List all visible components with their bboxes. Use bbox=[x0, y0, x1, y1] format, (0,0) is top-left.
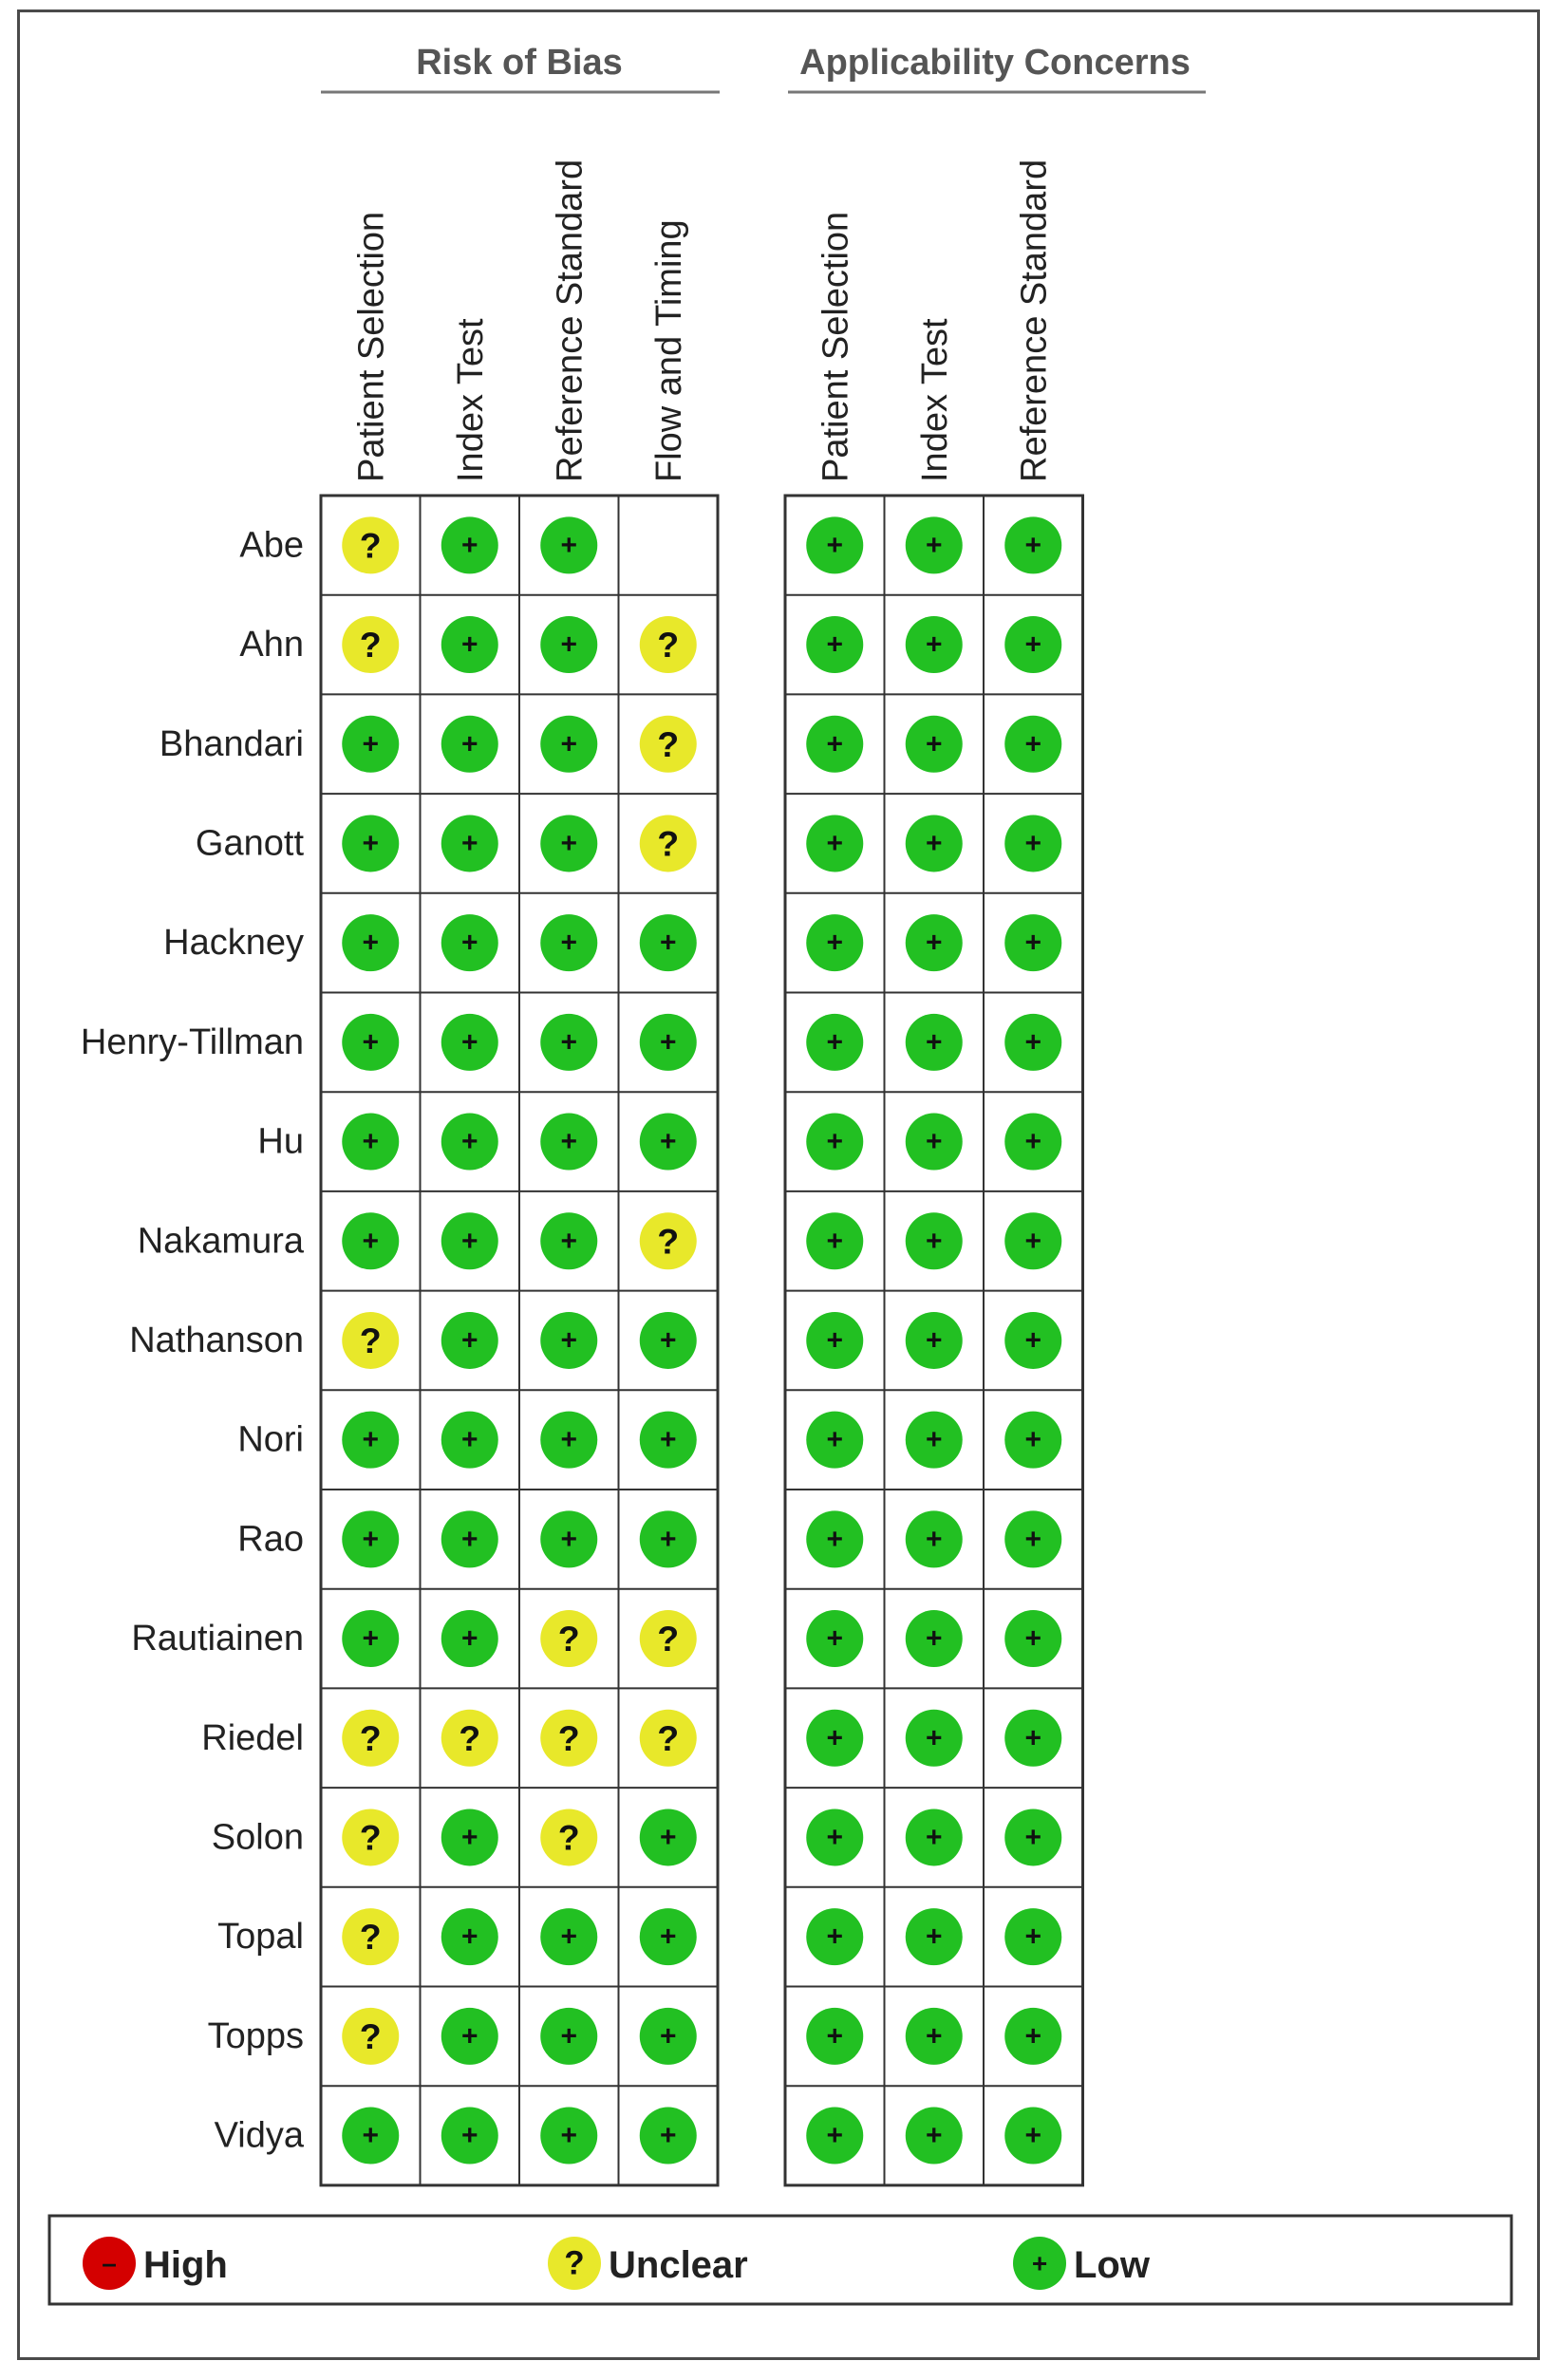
mark-low-symbol: + bbox=[659, 1821, 677, 1853]
mark-unclear-symbol: ? bbox=[557, 1619, 580, 1659]
mark-low-symbol: + bbox=[460, 2120, 478, 2152]
mark-low-symbol: + bbox=[826, 1026, 844, 1059]
mark-unclear-symbol: ? bbox=[359, 1320, 382, 1360]
mark-low-symbol: + bbox=[826, 628, 844, 661]
mark-low-symbol: + bbox=[362, 1225, 380, 1257]
mark-low-symbol: + bbox=[1024, 628, 1042, 661]
mark-low-symbol: + bbox=[460, 1026, 478, 1059]
mark-low-symbol: + bbox=[826, 1225, 844, 1257]
mark-low-symbol: + bbox=[362, 1523, 380, 1555]
row-label: Nathanson bbox=[129, 1320, 304, 1360]
row-label: Topal bbox=[217, 1917, 304, 1958]
mark-low-symbol: + bbox=[925, 1424, 943, 1456]
mark-low-symbol: + bbox=[1024, 1324, 1042, 1357]
mark-low-symbol: + bbox=[925, 1126, 943, 1158]
mark-low-symbol: + bbox=[560, 1921, 578, 1953]
mark-unclear-symbol: ? bbox=[459, 1717, 481, 1758]
mark-low-symbol: + bbox=[659, 1324, 677, 1357]
mark-low-symbol: + bbox=[460, 927, 478, 959]
mark-low-symbol: + bbox=[826, 1722, 844, 1754]
mark-low-symbol: + bbox=[1024, 728, 1042, 760]
mark-unclear-symbol: ? bbox=[657, 723, 680, 764]
legend-unclear-label: Unclear bbox=[609, 2244, 748, 2286]
row-label: Ahn bbox=[239, 625, 304, 665]
column-label: Index Test bbox=[450, 318, 491, 482]
legend-low-marker-symbol: + bbox=[1031, 2248, 1048, 2278]
mark-low-symbol: + bbox=[1024, 1126, 1042, 1158]
mark-low-symbol: + bbox=[925, 1324, 943, 1357]
mark-low-symbol: + bbox=[925, 1821, 943, 1853]
mark-low-symbol: + bbox=[1024, 1225, 1042, 1257]
mark-low-symbol: + bbox=[560, 529, 578, 561]
mark-low-symbol: + bbox=[925, 2120, 943, 2152]
group-title-0: Risk of Bias bbox=[416, 43, 623, 83]
mark-unclear-symbol: ? bbox=[359, 1717, 382, 1758]
row-label: Ganott bbox=[195, 823, 304, 864]
legend-box bbox=[49, 2216, 1511, 2304]
mark-low-symbol: + bbox=[826, 1126, 844, 1158]
mark-unclear-symbol: ? bbox=[359, 1817, 382, 1858]
mark-unclear-symbol: ? bbox=[657, 823, 680, 864]
mark-low-symbol: + bbox=[659, 2120, 677, 2152]
column-label: Index Test bbox=[914, 318, 955, 482]
mark-low-symbol: + bbox=[826, 1324, 844, 1357]
mark-low-symbol: + bbox=[826, 827, 844, 859]
mark-low-symbol: + bbox=[362, 728, 380, 760]
mark-low-symbol: + bbox=[659, 1523, 677, 1555]
mark-unclear-symbol: ? bbox=[557, 1817, 580, 1858]
mark-low-symbol: + bbox=[560, 728, 578, 760]
mark-low-symbol: + bbox=[925, 1722, 943, 1754]
mark-unclear-symbol: ? bbox=[557, 1717, 580, 1758]
mark-low-symbol: + bbox=[1024, 1921, 1042, 1953]
mark-unclear-symbol: ? bbox=[359, 625, 382, 665]
mark-low-symbol: + bbox=[362, 827, 380, 859]
mark-low-symbol: + bbox=[362, 1126, 380, 1158]
mark-low-symbol: + bbox=[826, 2020, 844, 2052]
mark-unclear-symbol: ? bbox=[657, 1221, 680, 1262]
row-label: Nori bbox=[237, 1419, 304, 1460]
mark-unclear-symbol: ? bbox=[657, 1717, 680, 1758]
mark-low-symbol: + bbox=[1024, 1026, 1042, 1059]
mark-low-symbol: + bbox=[826, 529, 844, 561]
mark-low-symbol: + bbox=[1024, 2020, 1042, 2052]
mark-low-symbol: + bbox=[925, 1523, 943, 1555]
mark-low-symbol: + bbox=[1024, 1523, 1042, 1555]
group-title-1: Applicability Concerns bbox=[799, 43, 1191, 83]
mark-low-symbol: + bbox=[826, 1921, 844, 1953]
mark-low-symbol: + bbox=[925, 1921, 943, 1953]
row-label: Riedel bbox=[201, 1717, 304, 1758]
mark-unclear-symbol: ? bbox=[657, 625, 680, 665]
mark-low-symbol: + bbox=[826, 927, 844, 959]
mark-low-symbol: + bbox=[659, 1026, 677, 1059]
column-label: Reference Standard bbox=[1014, 159, 1055, 482]
mark-low-symbol: + bbox=[460, 1821, 478, 1853]
legend-high-label: High bbox=[143, 2244, 228, 2286]
row-label: Hu bbox=[257, 1121, 304, 1162]
mark-low-symbol: + bbox=[460, 1324, 478, 1357]
legend-high-marker-symbol: – bbox=[102, 2248, 117, 2278]
mark-low-symbol: + bbox=[659, 927, 677, 959]
mark-low-symbol: + bbox=[826, 1622, 844, 1655]
mark-low-symbol: + bbox=[560, 2120, 578, 2152]
mark-low-symbol: + bbox=[460, 728, 478, 760]
mark-low-symbol: + bbox=[460, 628, 478, 661]
row-label: Vidya bbox=[214, 2115, 304, 2156]
mark-low-symbol: + bbox=[460, 529, 478, 561]
mark-low-symbol: + bbox=[925, 2020, 943, 2052]
column-label: Patient Selection bbox=[351, 211, 392, 482]
mark-unclear-symbol: ? bbox=[359, 525, 382, 566]
mark-low-symbol: + bbox=[560, 1026, 578, 1059]
mark-low-symbol: + bbox=[1024, 1424, 1042, 1456]
mark-low-symbol: + bbox=[362, 927, 380, 959]
mark-low-symbol: + bbox=[659, 1126, 677, 1158]
mark-low-symbol: + bbox=[560, 1225, 578, 1257]
row-label: Nakamura bbox=[137, 1221, 304, 1262]
mark-low-symbol: + bbox=[460, 1622, 478, 1655]
column-label: Flow and Timing bbox=[648, 219, 689, 482]
mark-unclear-symbol: ? bbox=[359, 2015, 382, 2056]
legend-unclear-marker-symbol: ? bbox=[564, 2244, 585, 2282]
mark-low-symbol: + bbox=[659, 1921, 677, 1953]
row-label: Abe bbox=[239, 525, 304, 566]
mark-low-symbol: + bbox=[560, 1424, 578, 1456]
mark-low-symbol: + bbox=[460, 2020, 478, 2052]
mark-low-symbol: + bbox=[560, 1523, 578, 1555]
mark-low-symbol: + bbox=[925, 827, 943, 859]
mark-low-symbol: + bbox=[560, 1324, 578, 1357]
row-label: Hackney bbox=[163, 923, 304, 964]
mark-low-symbol: + bbox=[460, 1126, 478, 1158]
mark-low-symbol: + bbox=[826, 728, 844, 760]
mark-low-symbol: + bbox=[460, 1225, 478, 1257]
mark-low-symbol: + bbox=[1024, 827, 1042, 859]
legend-low-label: Low bbox=[1074, 2244, 1150, 2286]
mark-low-symbol: + bbox=[560, 827, 578, 859]
mark-low-symbol: + bbox=[362, 2120, 380, 2152]
mark-low-symbol: + bbox=[659, 2020, 677, 2052]
mark-low-symbol: + bbox=[1024, 1622, 1042, 1655]
mark-low-symbol: + bbox=[925, 927, 943, 959]
row-label: Solon bbox=[211, 1817, 304, 1858]
mark-low-symbol: + bbox=[460, 827, 478, 859]
mark-low-symbol: + bbox=[1024, 1722, 1042, 1754]
mark-low-symbol: + bbox=[925, 1622, 943, 1655]
mark-low-symbol: + bbox=[1024, 1821, 1042, 1853]
mark-low-symbol: + bbox=[560, 927, 578, 959]
row-label: Bhandari bbox=[159, 723, 304, 764]
mark-low-symbol: + bbox=[925, 728, 943, 760]
mark-low-symbol: + bbox=[826, 1424, 844, 1456]
row-label: Rao bbox=[237, 1519, 304, 1560]
row-label: Rautiainen bbox=[131, 1619, 304, 1659]
mark-low-symbol: + bbox=[925, 1225, 943, 1257]
mark-low-symbol: + bbox=[460, 1523, 478, 1555]
row-label: Henry-Tillman bbox=[80, 1021, 304, 1062]
mark-low-symbol: + bbox=[362, 1424, 380, 1456]
mark-low-symbol: + bbox=[659, 1424, 677, 1456]
mark-low-symbol: + bbox=[826, 2120, 844, 2152]
mark-low-symbol: + bbox=[560, 2020, 578, 2052]
mark-low-symbol: + bbox=[925, 1026, 943, 1059]
mark-low-symbol: + bbox=[1024, 2120, 1042, 2152]
mark-low-symbol: + bbox=[560, 1126, 578, 1158]
mark-low-symbol: + bbox=[925, 628, 943, 661]
mark-low-symbol: + bbox=[460, 1921, 478, 1953]
mark-low-symbol: + bbox=[826, 1821, 844, 1853]
mark-low-symbol: + bbox=[362, 1026, 380, 1059]
row-label: Topps bbox=[207, 2015, 304, 2056]
column-label: Reference Standard bbox=[550, 159, 591, 482]
column-label: Patient Selection bbox=[816, 211, 856, 482]
mark-unclear-symbol: ? bbox=[359, 1917, 382, 1958]
mark-low-symbol: + bbox=[460, 1424, 478, 1456]
mark-low-symbol: + bbox=[362, 1622, 380, 1655]
mark-low-symbol: + bbox=[1024, 529, 1042, 561]
mark-low-symbol: + bbox=[925, 529, 943, 561]
mark-unclear-symbol: ? bbox=[657, 1619, 680, 1659]
mark-low-symbol: + bbox=[1024, 927, 1042, 959]
mark-low-symbol: + bbox=[560, 628, 578, 661]
mark-low-symbol: + bbox=[826, 1523, 844, 1555]
